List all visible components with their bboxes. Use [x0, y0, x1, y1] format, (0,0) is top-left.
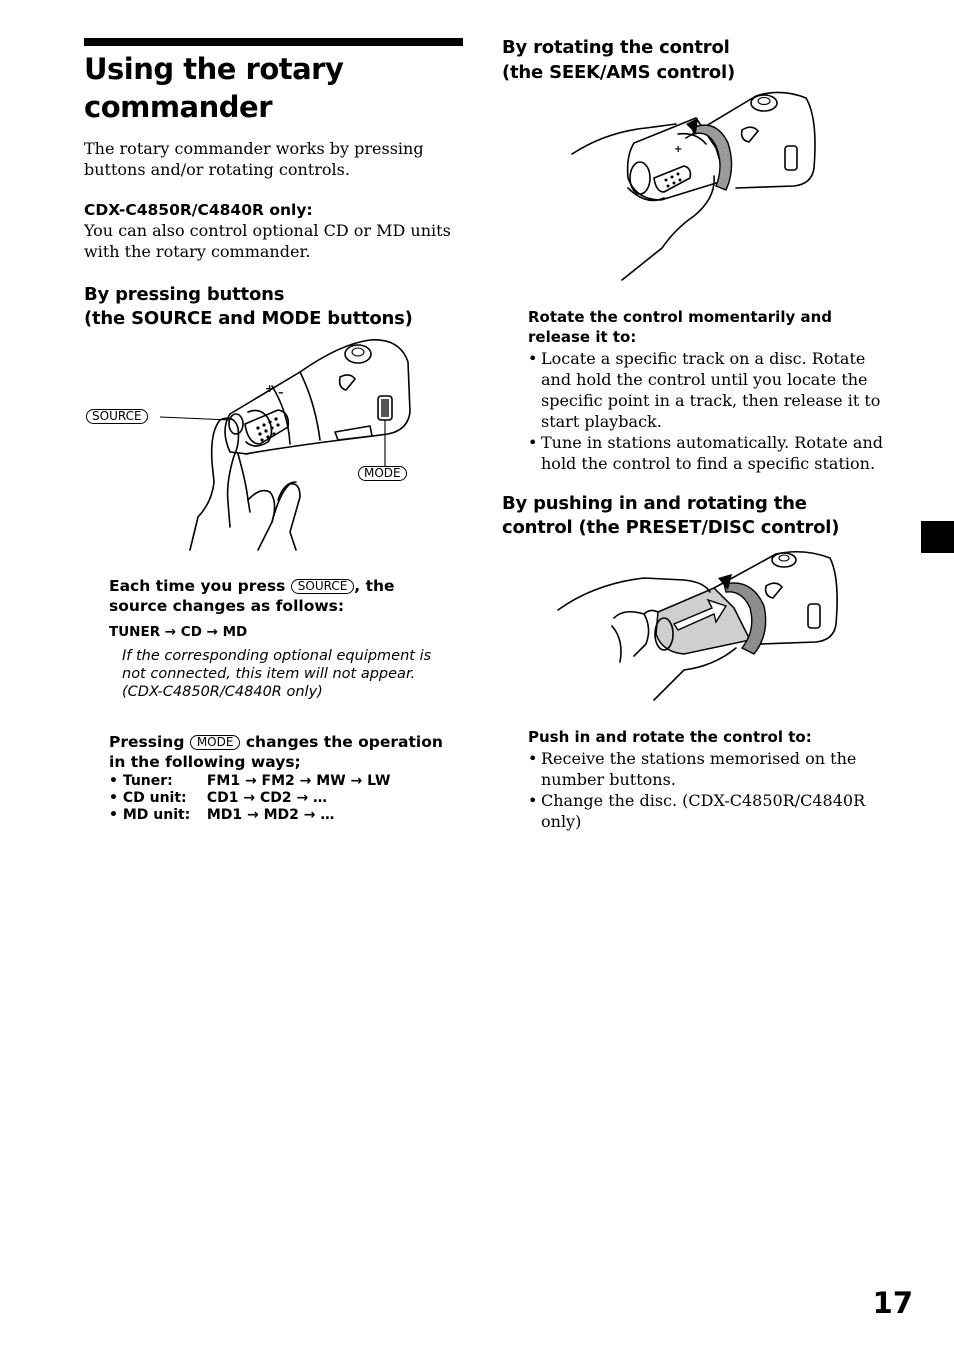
- source-paragraph: [109, 576, 454, 616]
- push-bullet-item: • Receive the stations memorised on the number buttons.: [528, 749, 857, 789]
- source-callout: SOURCE: [86, 409, 148, 424]
- model-note-text: You can also control optional CD or MD units with the rotary commander.: [84, 221, 451, 261]
- push-bullet-text: Receive the stations memorised on the number buttons.: [541, 749, 857, 789]
- section-tab-marker: [921, 521, 954, 553]
- mode-callout: MODE: [358, 466, 407, 481]
- page-number: 17: [872, 1286, 913, 1320]
- intro-text: The rotary commander works by pressing buttons and/or rotating controls.: [84, 139, 424, 179]
- mode-list: [109, 773, 390, 824]
- mode-para-prefix: Pressing: [109, 733, 185, 751]
- pressing-heading-line1: By pressing buttons: [84, 284, 285, 305]
- mode-para-suffix: changes the operation in the following ways;: [109, 733, 443, 771]
- mode-item-label: CD unit:: [122, 790, 187, 806]
- source-sequence: TUNER → CD → MD: [109, 624, 248, 640]
- mode-item-value: CD1 → CD2 → …: [206, 790, 328, 806]
- mode-item-label: MD unit:: [122, 807, 191, 823]
- push-rotate-illustration: [554, 548, 844, 704]
- source-key-inline: SOURCE: [291, 579, 355, 594]
- push-instruction: Push in and rotate the control to:: [528, 728, 812, 746]
- rotating-heading-line2: (the SEEK/AMS control): [502, 62, 735, 83]
- pressing-heading-line2: (the SOURCE and MODE buttons): [84, 308, 413, 329]
- pressing-buttons-illustration: [150, 332, 420, 554]
- svg-text:+: +: [674, 144, 683, 155]
- rotating-control-illustration: [566, 88, 822, 284]
- rotate-instruction: Rotate the control momentarily and release it to:: [528, 308, 832, 346]
- mode-item-value: MD1 → MD2 → …: [206, 807, 335, 823]
- mode-paragraph: [109, 732, 459, 772]
- mode-list-item: • MD unit: MD1 → MD2 → …: [109, 807, 335, 823]
- mode-key-inline: MODE: [190, 735, 241, 750]
- source-para-prefix: Each time you press: [109, 577, 286, 595]
- source-para-suffix: , the source changes as follows:: [109, 577, 395, 615]
- rotate-bullet-item: • Tune in stations automatically. Rotate and hold the control to find a specific station.: [528, 433, 884, 473]
- svg-text:+: +: [265, 382, 275, 395]
- svg-text:–: –: [278, 386, 284, 399]
- title-rule: [84, 38, 463, 46]
- mode-item-value: FM1 → FM2 → MW → LW: [206, 773, 391, 789]
- rotate-bullet-text: Locate a specific track on a disc. Rotate and hold the control until you locate the specific point in a track, then release it to start playback.: [541, 349, 881, 431]
- mode-list-item: • CD unit: CD1 → CD2 → …: [109, 790, 328, 806]
- push-bullet-item: • Change the disc. (CDX-C4850R/C4840R only): [528, 791, 866, 831]
- push-bullet-text: Change the disc. (CDX-C4850R/C4840R only): [541, 791, 866, 831]
- rotate-bullets: [528, 348, 883, 474]
- rotate-bullet-text: Tune in stations automatically. Rotate and hold the control to find a specific station.: [541, 433, 884, 473]
- push-bullets: [528, 748, 873, 832]
- mode-item-label: Tuner:: [122, 773, 173, 789]
- source-note: If the corresponding optional equipment is not connected, this item will not appear. (CDX-C4850R/C4840R only): [122, 648, 432, 700]
- model-note-heading: CDX-C4850R/C4840R only:: [84, 201, 313, 219]
- pushing-heading: By pushing in and rotating the control (the PRESET/DISC control): [502, 493, 840, 538]
- page-title: Using the rotary commander: [84, 52, 344, 124]
- rotating-heading-line1: By rotating the control: [502, 37, 730, 58]
- mode-list-item: • Tuner: FM1 → FM2 → MW → LW: [109, 773, 391, 789]
- rotate-bullet-item: • Locate a specific track on a disc. Rotate and hold the control until you locate the specific point in a track, then release it to start playback.: [528, 349, 881, 431]
